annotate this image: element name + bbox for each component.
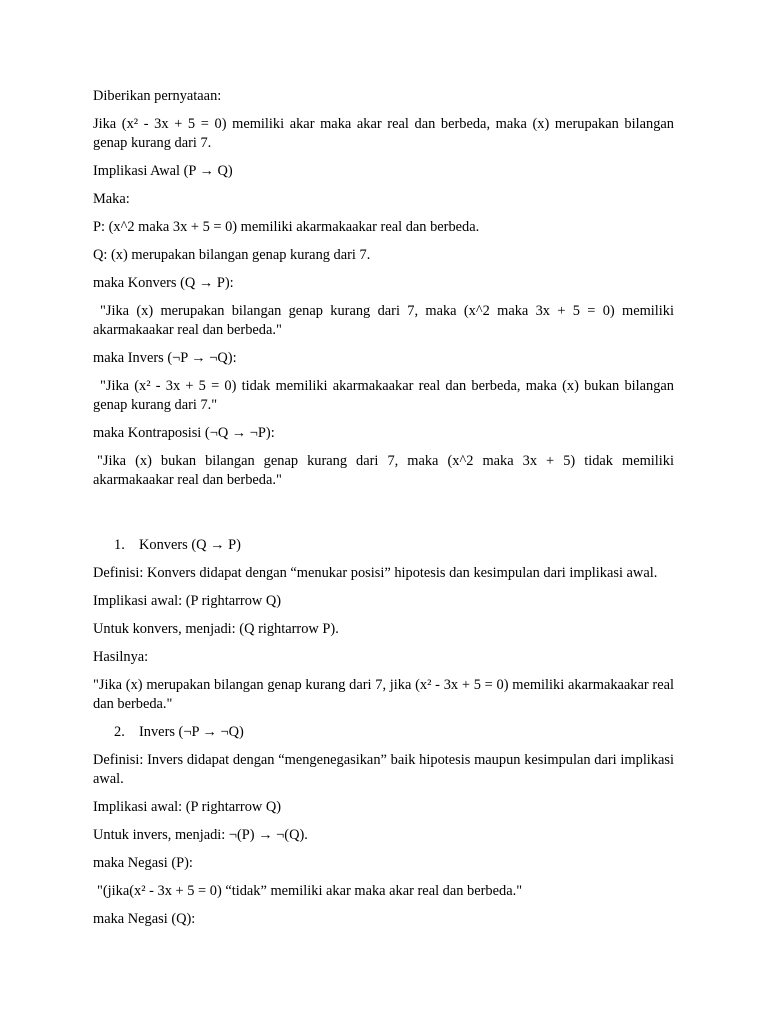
p-definition: P: (x^2 maka 3x + 5 = 0) memiliki akarmakaakar real dan berbeda. — [93, 219, 480, 235]
kontraposisi-heading: maka Kontraposisi (¬Q → ¬P): — [93, 425, 275, 441]
intro-text: Diberikan pernyataan: — [93, 88, 222, 104]
konvers-definition: Definisi: Konvers didapat dengan “menukar posisi” hipotesis dan kesimpulan dari implikasi awal. — [93, 565, 658, 581]
konvers-untuk: Untuk konvers, menjadi: (Q rightarrow P). — [93, 621, 339, 637]
invers-implikasi: Implikasi awal: (P rightarrow Q) — [93, 799, 282, 815]
invers-heading: maka Invers (¬P → ¬Q): — [93, 350, 237, 366]
spacer — [93, 499, 674, 536]
q-definition: Q: (x) merupakan bilangan genap kurang dari 7. — [93, 247, 371, 263]
statement-text: Jika (x² - 3x + 5 = 0) memiliki akar maka akar real dan berbeda, maka (x) merupakan bilangan genap kurang dari 7. — [93, 116, 674, 151]
list-item-invers — [93, 723, 674, 742]
konvers-quote: "Jika (x) merupakan bilangan genap kurang dari 7, maka (x^2 maka 3x + 5 = 0) memiliki akarmakaakar real dan berbeda." — [93, 303, 674, 338]
negasi-p-heading: maka Negasi (P): — [93, 855, 193, 871]
konvers-hasil-text: "Jika (x) merupakan bilangan genap kurang dari 7, jika (x² - 3x + 5 = 0) memiliki akarmakaakar real dan berbeda." — [93, 677, 674, 712]
list-item-konvers — [93, 536, 674, 555]
negasi-q-heading: maka Negasi (Q): — [93, 911, 196, 927]
invers-quote: "Jika (x² - 3x + 5 = 0) tidak memiliki akarmakaakar real dan berbeda, maka (x) bukan bilangan genap kurang dari 7." — [93, 378, 674, 413]
konvers-heading: maka Konvers (Q → P): — [93, 275, 234, 291]
list-title: Invers (¬P → ¬Q) — [139, 724, 244, 740]
kontraposisi-quote: "Jika (x) bukan bilangan genap kurang dari 7, maka (x^2 maka 3x + 5) tidak memiliki akarmakaakar real dan berbeda." — [93, 453, 674, 488]
list-number: 1. — [114, 537, 125, 553]
list-title: Konvers (Q → P) — [139, 537, 241, 553]
maka-text: Maka: — [93, 191, 130, 207]
implikasi-awal-text: Implikasi Awal (P → Q) — [93, 163, 233, 179]
konvers-hasilnya: Hasilnya: — [93, 649, 149, 665]
konvers-implikasi: Implikasi awal: (P rightarrow Q) — [93, 593, 282, 609]
list-number: 2. — [114, 724, 125, 740]
negasi-p-quote: "(jika(x² - 3x + 5 = 0) “tidak” memiliki akar maka akar real dan berbeda." — [97, 883, 523, 899]
invers-definition: Definisi: Invers didapat dengan “mengenegasikan” baik hipotesis maupun kesimpulan dari implikasi awal. — [93, 752, 674, 787]
invers-untuk: Untuk invers, menjadi: ¬(P) → ¬(Q). — [93, 827, 308, 843]
